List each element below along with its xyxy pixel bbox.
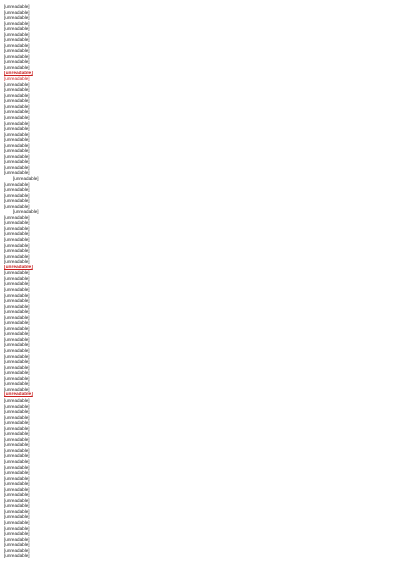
text-line: [unreadable] bbox=[4, 353, 30, 359]
text-line: [unreadable] bbox=[4, 414, 30, 420]
text-line: [unreadable] bbox=[4, 348, 30, 353]
text-line: [unreadable] bbox=[4, 126, 30, 132]
text-line: [unreadable] bbox=[4, 59, 30, 65]
text-line: [unreadable] bbox=[4, 275, 30, 281]
text-line: [unreadable] bbox=[4, 137, 30, 143]
text-line: [unreadable] bbox=[4, 553, 30, 559]
text-line: [unreadable] bbox=[13, 209, 39, 215]
text-line: [unreadable] bbox=[4, 259, 30, 265]
text-line: [unreadable] bbox=[4, 409, 30, 415]
text-line: [unreadable] bbox=[13, 176, 39, 181]
text-line: [unreadable] bbox=[4, 164, 30, 170]
text-line: [unreadable] bbox=[4, 231, 30, 237]
text-line: [unreadable] bbox=[4, 81, 30, 87]
text-line: [unreadable] bbox=[4, 492, 30, 498]
text-line: [unreadable] bbox=[4, 525, 30, 531]
text-line: [unreadable] bbox=[4, 442, 30, 448]
text-line: [unreadable] bbox=[4, 342, 30, 348]
text-line: [unreadable] bbox=[4, 248, 30, 254]
text-line: [unreadable] bbox=[4, 547, 30, 553]
text-line: [unreadable] bbox=[4, 359, 30, 365]
text-line: [unreadable] bbox=[4, 187, 30, 193]
text-line: [unreadable] bbox=[4, 103, 30, 109]
text-line: [unreadable] bbox=[4, 375, 30, 381]
text-line: [unreadable] bbox=[4, 458, 30, 464]
text-line: [unreadable] bbox=[4, 514, 30, 520]
text-line: [unreadable] bbox=[4, 397, 30, 403]
text-line: [unreadable] bbox=[4, 42, 30, 48]
text-line: [unreadable] bbox=[4, 436, 30, 442]
text-line: [unreadable] bbox=[4, 87, 30, 93]
text-line: [unreadable] bbox=[4, 114, 30, 120]
text-line: [unreadable] bbox=[4, 464, 30, 470]
text-line: [unreadable] bbox=[4, 281, 30, 287]
text-line: [unreadable] bbox=[4, 298, 30, 304]
text-line: [unreadable] bbox=[4, 508, 30, 514]
text-line: [unreadable] bbox=[4, 31, 30, 37]
text-line: [unreadable] bbox=[4, 170, 30, 176]
text-line: [unreadable] bbox=[4, 292, 30, 298]
text-line: [unreadable] bbox=[4, 420, 30, 426]
text-line: [unreadable] bbox=[4, 475, 30, 481]
text-line: [unreadable] bbox=[4, 453, 30, 459]
text-line: [unreadable] bbox=[4, 320, 30, 326]
text-line: [unreadable] bbox=[4, 214, 30, 220]
text-line: [unreadable] bbox=[4, 153, 30, 159]
section-heading: [unreadable] bbox=[4, 70, 33, 76]
text-line: [unreadable] bbox=[4, 237, 30, 243]
text-line: [unreadable] bbox=[4, 131, 30, 137]
text-line: [unreadable] bbox=[4, 536, 30, 542]
text-line: [unreadable] bbox=[4, 48, 30, 54]
section-heading: [unreadable] bbox=[4, 264, 33, 270]
text-line: [unreadable] bbox=[4, 425, 30, 431]
text-line: [unreadable] bbox=[4, 370, 30, 376]
text-line: [unreadable] bbox=[4, 542, 30, 548]
text-line: [unreadable] bbox=[4, 192, 30, 198]
text-line: [unreadable] bbox=[4, 403, 30, 409]
text-line: [unreadable] bbox=[4, 486, 30, 492]
text-line: [unreadable] bbox=[4, 386, 30, 392]
text-line: [unreadable] bbox=[4, 109, 30, 115]
text-line: [unreadable] bbox=[4, 531, 30, 537]
text-line: [unreadable] bbox=[4, 447, 30, 453]
text-line: [unreadable] bbox=[4, 331, 30, 337]
text-line: [unreadable] bbox=[4, 309, 30, 315]
text-line: [unreadable] bbox=[4, 92, 30, 98]
text-line: [unreadable] bbox=[4, 4, 30, 9]
text-line: [unreadable] bbox=[4, 470, 30, 476]
text-line: [unreadable] bbox=[4, 142, 30, 148]
section-heading: [unreadable] bbox=[4, 392, 33, 398]
text-line: [unreadable] bbox=[4, 26, 30, 32]
text-line: [unreadable] bbox=[4, 381, 30, 387]
text-line: [unreadable] bbox=[4, 431, 30, 437]
text-line: [unreadable] bbox=[4, 76, 30, 82]
text-line: [unreadable] bbox=[4, 37, 30, 43]
text-line: [unreadable] bbox=[4, 15, 30, 21]
text-line: [unreadable] bbox=[4, 198, 30, 204]
text-line: [unreadable] bbox=[4, 497, 30, 503]
text-line: [unreadable] bbox=[4, 65, 30, 71]
text-line: [unreadable] bbox=[4, 9, 30, 15]
text-line: [unreadable] bbox=[4, 203, 30, 209]
text-line: [unreadable] bbox=[4, 503, 30, 509]
text-line: [unreadable] bbox=[4, 159, 30, 165]
text-line: [unreadable] bbox=[4, 481, 30, 487]
text-line: [unreadable] bbox=[4, 120, 30, 126]
text-line: [unreadable] bbox=[4, 242, 30, 248]
text-line: [unreadable] bbox=[4, 253, 30, 259]
text-line: [unreadable] bbox=[4, 364, 30, 370]
text-line: [unreadable] bbox=[4, 314, 30, 320]
text-line: [unreadable] bbox=[4, 336, 30, 342]
text-line: [unreadable] bbox=[4, 270, 30, 276]
text-line: [unreadable] bbox=[4, 53, 30, 59]
text-line: [unreadable] bbox=[4, 520, 30, 525]
text-line: [unreadable] bbox=[4, 225, 30, 231]
text-line: [unreadable] bbox=[4, 220, 30, 226]
text-line: [unreadable] bbox=[4, 325, 30, 331]
text-line: [unreadable] bbox=[4, 286, 30, 292]
text-line: [unreadable] bbox=[4, 181, 30, 187]
text-line: [unreadable] bbox=[4, 148, 30, 154]
text-line: [unreadable] bbox=[4, 303, 30, 309]
text-line: [unreadable] bbox=[4, 20, 30, 26]
text-line: [unreadable] bbox=[4, 98, 30, 104]
